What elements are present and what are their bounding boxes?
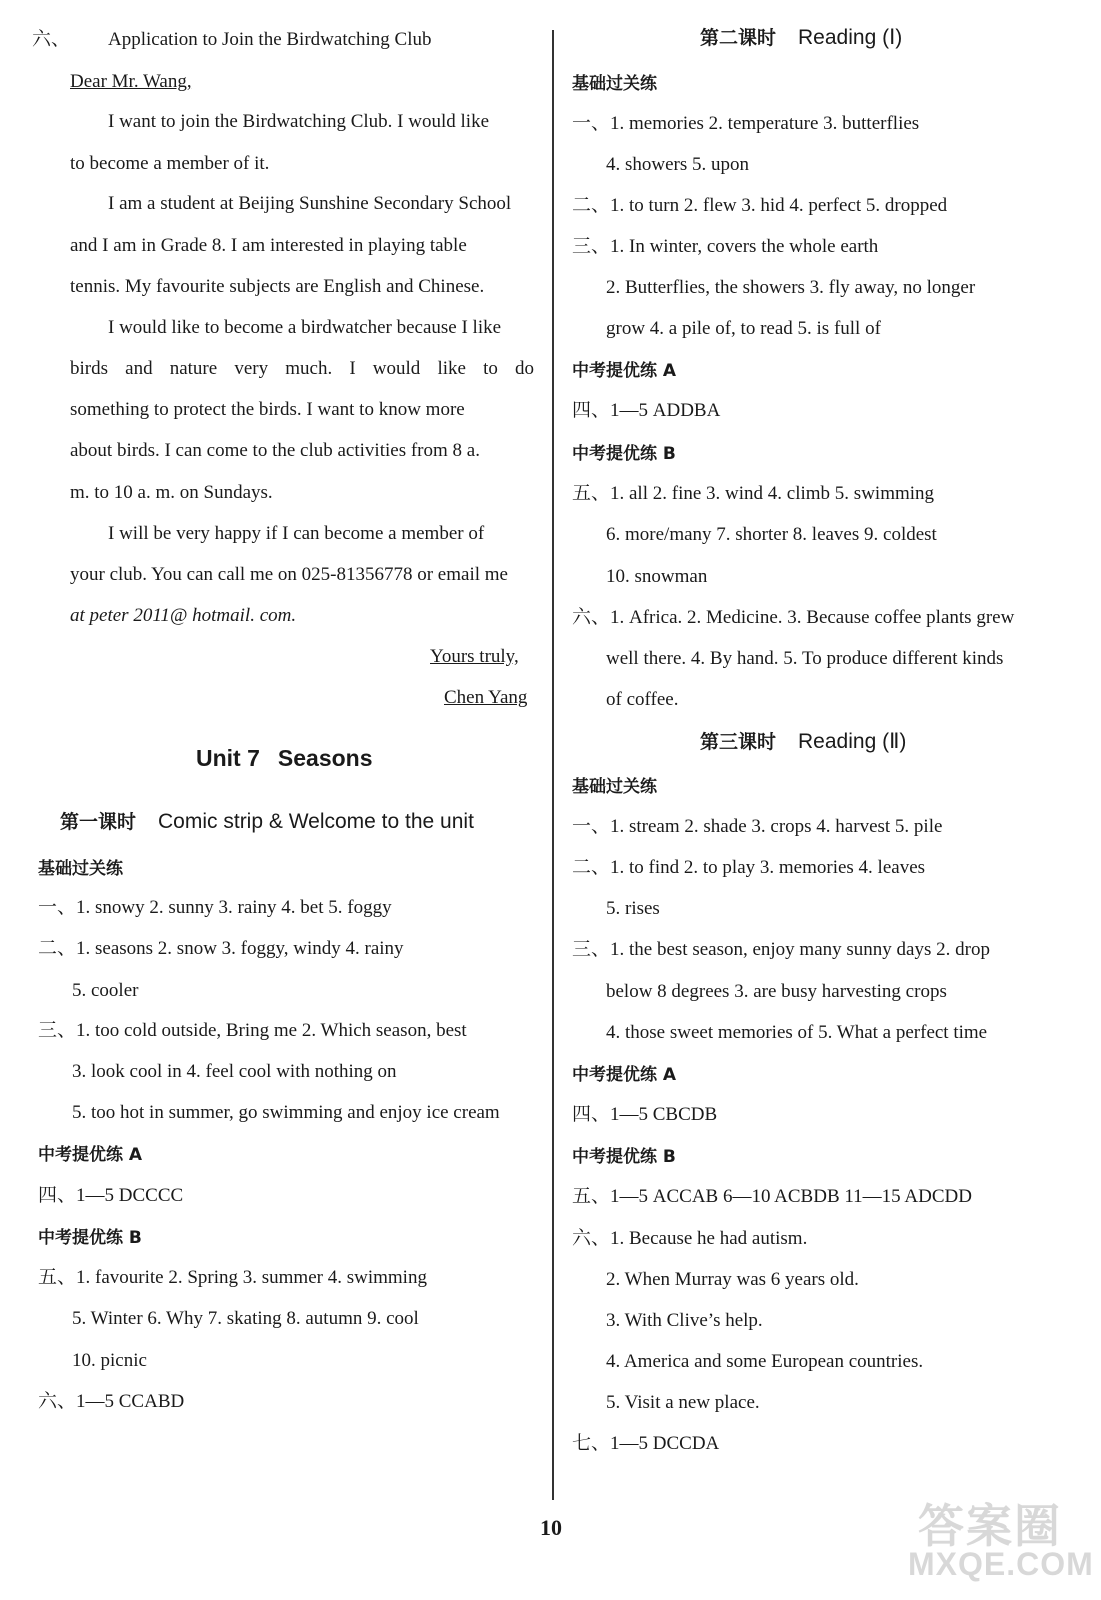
answer-line: 六、1. Because he had autism.	[572, 1228, 808, 1249]
letter-line: I am a student at Beijing Sunshine Secondary School	[108, 193, 512, 214]
letter-line: to become a member of it.	[70, 153, 270, 174]
exam-a-label: 中考提优练 A	[38, 1145, 143, 1165]
letter-line: and I am in Grade 8. I am interested in playing table	[70, 235, 467, 256]
exam-b-label: 中考提优练 B	[38, 1228, 142, 1248]
letter-line: your club. You can call me on 025-81356778 or email me	[70, 564, 508, 585]
answer-line: 3. With Clive’s help.	[606, 1310, 763, 1331]
watermark-logo: 答案圈	[918, 1499, 1062, 1553]
lesson3-title	[700, 730, 906, 754]
answer-line: 五、1. all 2. fine 3. wind 4. climb 5. swimming	[572, 483, 935, 504]
letter-line: I want to join the Birdwatching Club. I would like	[108, 111, 490, 132]
unit-title	[196, 746, 391, 770]
exam-b-label: 中考提优练 B	[572, 1147, 676, 1167]
letter-signature: Chen Yang	[444, 687, 528, 708]
lesson2-cn: 第二课时	[700, 27, 777, 49]
unit-number: Unit 7	[196, 745, 260, 771]
watermark-url: MXQE.COM	[908, 1546, 1094, 1582]
answer-line: 4. showers 5. upon	[606, 154, 750, 175]
answer-line: 二、1. seasons 2. snow 3. foggy, windy 4. rainy	[38, 938, 404, 959]
letter-line: birds and nature very much. I would like to do	[70, 358, 534, 379]
answer-line: 三、1. the best season, enjoy many sunny days 2. drop	[572, 939, 990, 960]
letter-line: I will be very happy if I can become a member of	[108, 523, 485, 544]
basic-label: 基础过关练	[572, 777, 657, 797]
answer-line: 4. those sweet memories of 5. What a perfect time	[606, 1022, 988, 1043]
unit-name: Seasons	[277, 745, 373, 771]
letter-salutation: Dear Mr. Wang,	[70, 71, 192, 92]
answer-line: 二、1. to turn 2. flew 3. hid 4. perfect 5. dropped	[572, 195, 948, 216]
answer-line: below 8 degrees 3. are busy harvesting crops	[606, 981, 947, 1002]
answer-line: well there. 4. By hand. 5. To produce different kinds	[606, 648, 1004, 669]
answer-line: 10. picnic	[72, 1350, 147, 1371]
exam-a-label: 中考提优练 A	[572, 361, 677, 381]
answer-line: grow 4. a pile of, to read 5. is full of	[606, 318, 881, 339]
letter-title: Application to Join the Birdwatching Club	[108, 29, 432, 50]
answer-line: 六、1—5 CCABD	[38, 1391, 185, 1412]
lesson2-title	[700, 26, 902, 50]
answer-line: 5. too hot in summer, go swimming and enjoy ice cream	[72, 1102, 500, 1123]
lesson3-en: Reading (Ⅱ)	[798, 730, 907, 753]
answer-line: 5. rises	[606, 898, 660, 919]
answer-line: 一、1. snowy 2. sunny 3. rainy 4. bet 5. foggy	[38, 897, 392, 918]
answer-line: 五、1—5 ACCAB 6—10 ACBDB 11—15 ADCDD	[572, 1186, 972, 1207]
lesson-en: Comic strip & Welcome to the unit	[158, 810, 474, 833]
answer-line: 二、1. to find 2. to play 3. memories 4. leaves	[572, 857, 926, 878]
lesson-title	[60, 810, 474, 834]
answer-line: 6. more/many 7. shorter 8. leaves 9. coldest	[606, 524, 937, 545]
answer-line: 2. Butterflies, the showers 3. fly away, no longer	[606, 277, 976, 298]
basic-label: 基础过关练	[572, 74, 657, 94]
answer-line: 5. Winter 6. Why 7. skating 8. autumn 9. cool	[72, 1308, 419, 1329]
lesson-cn: 第一课时	[60, 811, 137, 833]
letter-line: at peter 2011@ hotmail. com.	[70, 605, 297, 626]
lesson2-en: Reading (Ⅰ)	[798, 26, 903, 49]
answer-line: 三、1. too cold outside, Bring me 2. Which season, best	[38, 1020, 467, 1041]
answer-line: of coffee.	[606, 689, 679, 710]
basic-label: 基础过关练	[38, 859, 123, 879]
section-label: 六、	[32, 29, 71, 50]
page-number: 10	[540, 1515, 562, 1540]
exam-b-label: 中考提优练 B	[572, 444, 676, 464]
letter-line: about birds. I can come to the club activities from 8 a.	[70, 440, 480, 461]
answer-line: 七、1—5 DCCDA	[572, 1433, 720, 1454]
letter-closing: Yours truly,	[430, 646, 519, 667]
letter-line: something to protect the birds. I want to know more	[70, 399, 465, 420]
answer-line: 五、1. favourite 2. Spring 3. summer 4. swimming	[38, 1267, 427, 1288]
letter-heading	[32, 28, 432, 52]
letter-line: I would like to become a birdwatcher because I like	[108, 317, 502, 338]
answer-line: 5. cooler	[72, 980, 139, 1001]
answer-line: 2. When Murray was 6 years old.	[606, 1269, 859, 1290]
answer-line: 四、1—5 DCCCC	[38, 1185, 184, 1206]
answer-line: 一、1. stream 2. shade 3. crops 4. harvest 5. pile	[572, 816, 943, 837]
letter-line: tennis. My favourite subjects are English and Chinese.	[70, 276, 485, 297]
watermark	[908, 1490, 1094, 1590]
answer-line: 四、1—5 CBCDB	[572, 1104, 718, 1125]
answer-line: 10. snowman	[606, 566, 708, 587]
exam-a-label: 中考提优练 A	[572, 1065, 677, 1085]
answer-line: 三、1. In winter, covers the whole earth	[572, 236, 879, 257]
answer-line: 4. America and some European countries.	[606, 1351, 924, 1372]
answer-line: 5. Visit a new place.	[606, 1392, 760, 1413]
answer-line: 六、1. Africa. 2. Medicine. 3. Because coffee plants grew	[572, 607, 1015, 628]
answer-line: 一、1. memories 2. temperature 3. butterflies	[572, 113, 920, 134]
answer-line: 3. look cool in 4. feel cool with nothing on	[72, 1061, 397, 1082]
answer-line: 四、1—5 ADDBA	[572, 400, 721, 421]
column-divider	[552, 30, 554, 1500]
letter-line: m. to 10 a. m. on Sundays.	[70, 482, 273, 503]
lesson3-cn: 第三课时	[700, 731, 777, 753]
